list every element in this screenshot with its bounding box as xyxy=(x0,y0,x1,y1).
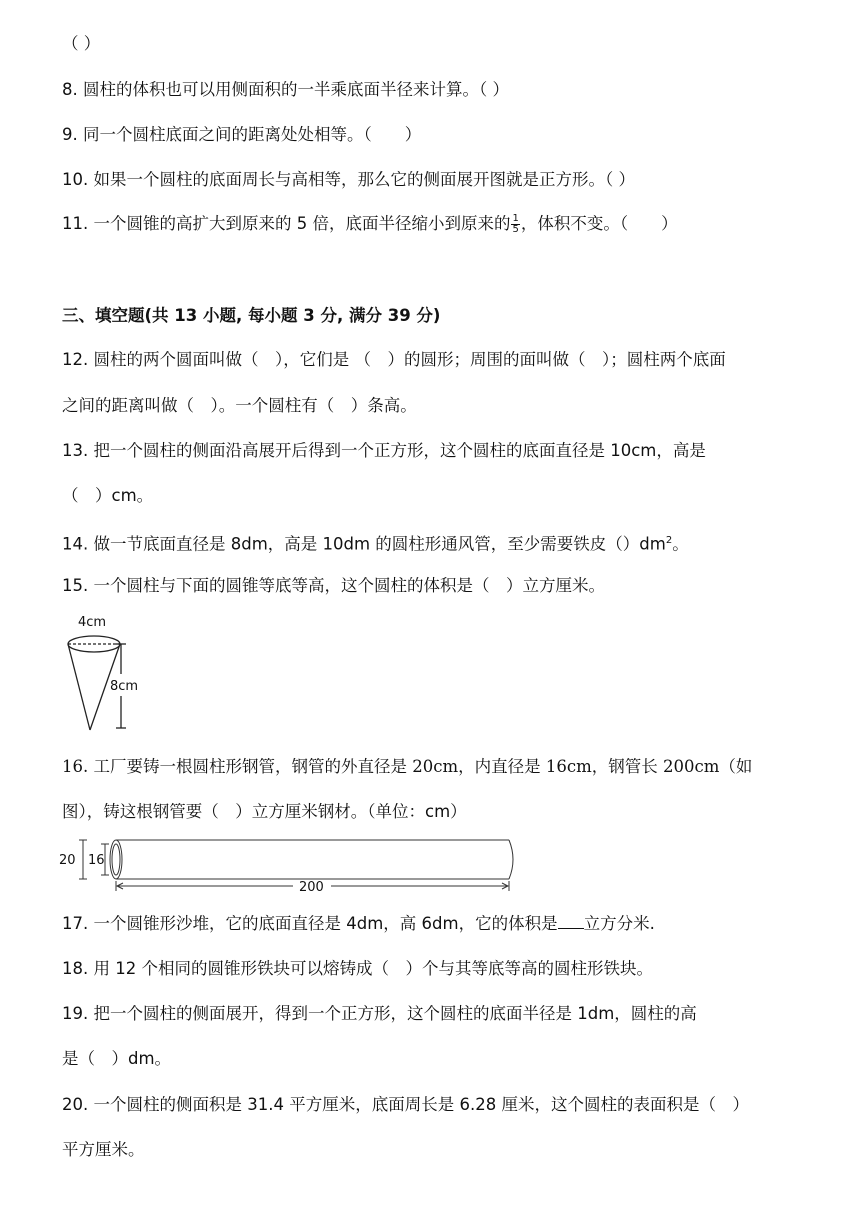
question-14-text-a: 14. 做一节底面直径是 8dm，高是 10dm 的圆柱形通风管，至少需要铁皮（）dm xyxy=(62,534,666,554)
pipe-inner-end xyxy=(112,844,120,875)
pipe-figure xyxy=(55,835,525,897)
pipe-far-end xyxy=(509,840,513,879)
question-20-line-2: 平方厘米。 xyxy=(62,1140,145,1159)
question-8: 8. 圆柱的体积也可以用侧面积的一半乘底面半径来计算。（ ） xyxy=(62,80,509,99)
question-16-line-2: 图），铸这根钢管要（ ）立方厘米钢材。（单位：cm） xyxy=(62,802,467,821)
fraction-numerator: 1 xyxy=(512,213,519,224)
inner-diameter-label: 16 xyxy=(88,853,105,868)
question-14-text-b: 。 xyxy=(672,534,689,554)
question-13-line-2: （ ）cm。 xyxy=(62,486,154,505)
question-18: 18. 用 12 个相同的圆锥形铁块可以熔铸成（ ）个与其等底等高的圆柱形铁块。 xyxy=(62,959,653,978)
cone-left-edge xyxy=(68,644,90,730)
fraction-one-fifth xyxy=(511,214,519,235)
question-11-text-b: ，体积不变。（ ） xyxy=(520,214,678,233)
question-10: 10. 如果一个圆柱的底面周长与高相等，那么它的侧面展开图就是正方形。（ ） xyxy=(62,170,635,189)
outer-diameter-label: 20 xyxy=(59,853,76,868)
question-11 xyxy=(62,213,678,235)
question-19-line-1: 19. 把一个圆柱的侧面展开，得到一个正方形，这个圆柱的底面半径是 1dm，圆柱的高 xyxy=(62,1004,697,1023)
question-12-line-2: 之间的距离叫做（ ）。一个圆柱有（ ）条高。 xyxy=(62,396,417,415)
question-17 xyxy=(62,913,655,935)
answer-blank xyxy=(558,914,584,929)
question-14 xyxy=(62,530,689,556)
question-15: 15. 一个圆柱与下面的圆锥等底等高，这个圆柱的体积是（ ）立方厘米。 xyxy=(62,576,605,595)
superscript-2: 2 xyxy=(665,535,673,546)
section-3-heading: 三、填空题(共 13 小题, 每小题 3 分, 满分 39 分) xyxy=(62,306,441,325)
question-12-line-1: 12. 圆柱的两个圆面叫做（ ），它们是 （ ）的圆形；周围的面叫做（ ）；圆柱两个底面 xyxy=(62,350,726,369)
question-17-text-a: 17. 一个圆锥形沙堆，它的底面直径是 4dm，高 6dm，它的体积是 xyxy=(62,914,558,933)
question-17-text-b: 立方分米. xyxy=(583,914,655,933)
question-11-text-a: 11. 一个圆锥的高扩大到原来的 5 倍，底面半径缩小到原来的 xyxy=(62,214,511,233)
cone-diameter-label: 4cm xyxy=(78,615,107,630)
question-9: 9. 同一个圆柱底面之间的距离处处相等。（ ） xyxy=(62,125,422,144)
question-16-line-1 xyxy=(62,756,752,778)
fraction-denominator: 5 xyxy=(512,224,519,235)
length-label: 200 xyxy=(299,880,324,895)
prev-question-answer: （ ） xyxy=(62,34,101,53)
question-19-line-2: 是（ ）dm。 xyxy=(62,1049,172,1068)
question-16-text-a: 16. 工厂要铸一根圆柱形钢管，钢管的外直径是 20cm，内直径是 16cm，钢管长 200cm（如 xyxy=(62,757,753,776)
cone-height-label: 8cm xyxy=(110,679,139,694)
question-13-line-1: 13. 把一个圆柱的侧面沿高展开后得到一个正方形，这个圆柱的底面直径是 10cm，高是 xyxy=(62,441,706,460)
cone-figure xyxy=(60,612,160,737)
question-20-line-1: 20. 一个圆柱的侧面积是 31.4 平方厘米，底面周长是 6.28 厘米，这个圆柱的表面积是（ ） xyxy=(62,1095,749,1114)
